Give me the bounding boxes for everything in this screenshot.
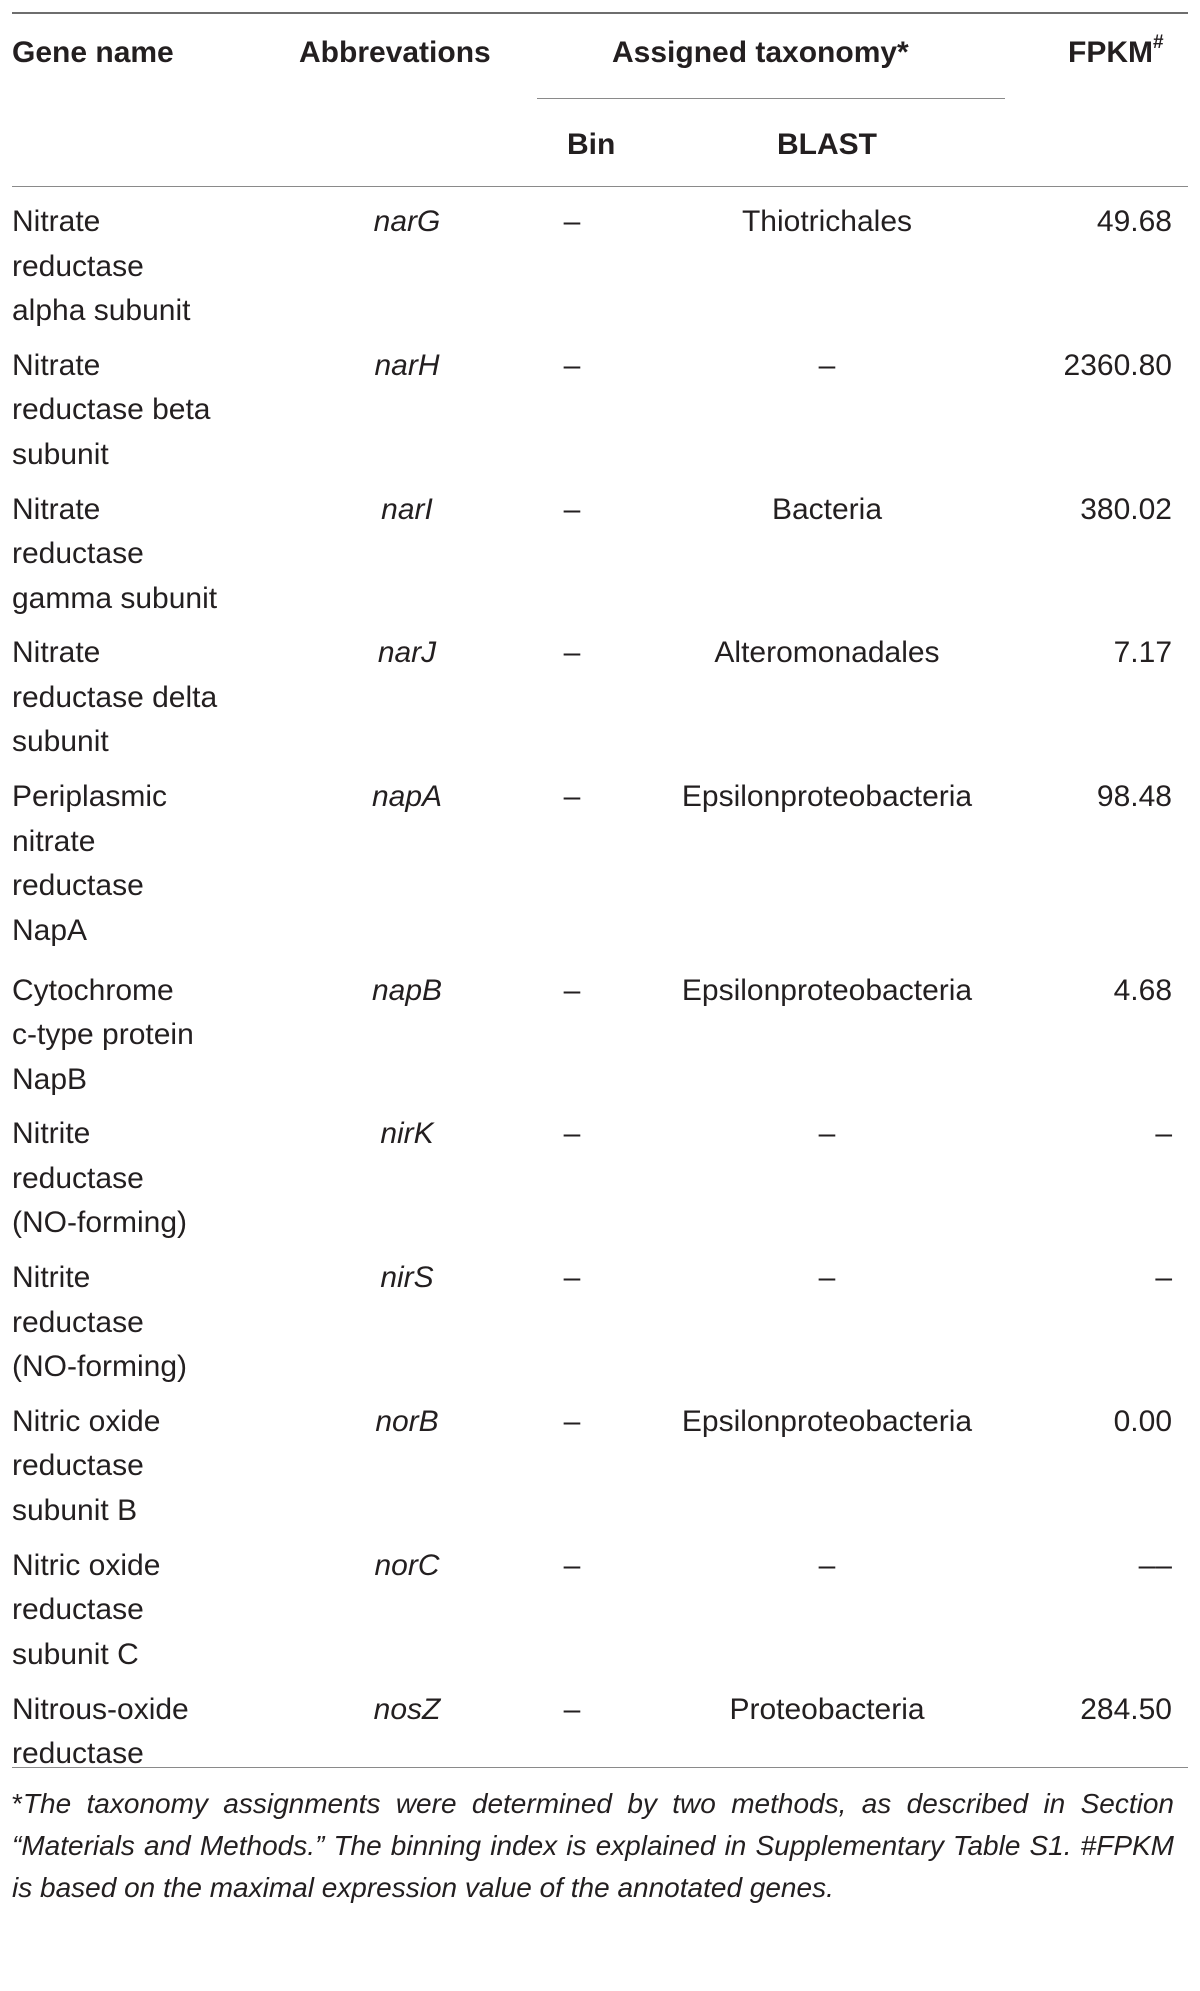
header-assigned-taxonomy: Assigned taxonomy*: [612, 36, 909, 69]
abbreviation-cell: narH: [374, 348, 440, 382]
header-rule: [12, 186, 1188, 187]
blast-cell: Bacteria: [771, 492, 883, 526]
blast-cell: Epsilonproteobacteria: [681, 1404, 973, 1438]
gene-name-cell: [12, 1544, 262, 1678]
gene-name-line: Nitrate: [12, 348, 101, 382]
blast-cell: –: [818, 1117, 836, 1151]
abbreviation-cell: narI: [381, 492, 433, 526]
footnote-star: *: [12, 1788, 23, 1819]
blast-cell: Proteobacteria: [729, 1692, 925, 1726]
abbreviation-cell: napB: [371, 973, 443, 1007]
gene-name-line: subunit C: [12, 1637, 139, 1671]
fpkm-cell: 98.48: [1096, 780, 1172, 814]
blast-cell: –: [818, 1261, 836, 1295]
gene-name-line: reductase: [12, 537, 144, 571]
gene-name-line: reductase: [12, 869, 144, 903]
gene-name-line: alpha subunit: [12, 294, 191, 327]
abbreviation-cell: nirS: [380, 1261, 434, 1295]
bin-cell: –: [563, 205, 581, 238]
header-gene-name: Gene name: [12, 36, 174, 69]
bin-cell: –: [563, 1404, 581, 1438]
gene-name-cell: [12, 1112, 262, 1246]
abbreviation-cell: nirK: [380, 1117, 434, 1151]
gene-name-line: reductase: [12, 1737, 144, 1770]
gene-name-line: reductase: [12, 249, 144, 283]
blast-cell: Epsilonproteobacteria: [681, 973, 973, 1007]
gene-name-line: Nitric oxide: [12, 1548, 161, 1582]
bottom-rule: [12, 1767, 1188, 1768]
fpkm-cell: 49.68: [1096, 205, 1172, 238]
gene-name-cell: [12, 775, 262, 953]
header-blast: BLAST: [777, 128, 877, 161]
gene-name-cell: [12, 631, 262, 765]
fpkm-cell: 7.17: [1113, 636, 1172, 670]
gene-name-line: Nitrite: [12, 1261, 91, 1295]
gene-name-line: (NO-forming): [12, 1350, 188, 1384]
gene-name-line: reductase: [12, 1593, 144, 1627]
gene-name-cell: [12, 1256, 262, 1390]
fpkm-cell: 4.68: [1113, 973, 1172, 1007]
fpkm-mark: #: [1153, 32, 1164, 53]
gene-name-line: Periplasmic: [12, 780, 168, 814]
gene-name-line: reductase: [12, 1449, 144, 1483]
abbreviation-cell: napA: [371, 780, 443, 814]
fpkm-cell: ––: [1138, 1548, 1172, 1582]
gene-name-cell: [12, 344, 262, 478]
gene-name-line: NapA: [12, 913, 88, 947]
gene-name-line: gamma subunit: [12, 581, 218, 615]
bin-cell: –: [563, 1548, 581, 1582]
gene-name-line: Cytochrome: [12, 973, 174, 1007]
gene-name-line: subunit: [12, 725, 109, 759]
gene-name-line: subunit: [12, 437, 109, 471]
gene-name-line: Nitric oxide: [12, 1404, 161, 1438]
fpkm-cell: 0.00: [1113, 1404, 1172, 1438]
top-rule: [12, 12, 1188, 14]
gene-name-cell: [12, 1688, 262, 1777]
bin-cell: –: [563, 348, 581, 382]
abbreviation-cell: norC: [374, 1548, 440, 1582]
gene-name-cell: [12, 969, 262, 1103]
gene-name-line: reductase beta: [12, 393, 211, 427]
gene-name-line: reductase: [12, 1305, 144, 1339]
fpkm-cell: –: [1155, 1117, 1172, 1151]
bin-cell: –: [563, 1692, 581, 1726]
gene-name-line: Nitrite: [12, 1117, 91, 1151]
blast-cell: –: [818, 348, 836, 382]
abbreviation-cell: norB: [375, 1404, 439, 1438]
bin-cell: –: [563, 492, 581, 526]
blast-cell: Epsilonproteobacteria: [681, 780, 973, 814]
footnote-text: The taxonomy assignments were determined by two methods, as described in Section “Materials and Methods.” The binning index is explained in Supplementary Table S1. #FPKM is based on the maximal expression value of the annotated genes.: [12, 1788, 1174, 1903]
gene-name-line: c-type protein: [12, 1018, 194, 1051]
table-footnote: [12, 1783, 1174, 1909]
gene-name-line: subunit B: [12, 1493, 138, 1527]
taxonomy-subrule: [537, 98, 1005, 99]
gene-name-cell: [12, 488, 262, 622]
bin-cell: –: [563, 780, 581, 814]
bin-cell: –: [563, 973, 581, 1007]
gene-name-line: reductase: [12, 1161, 144, 1195]
bin-cell: –: [563, 636, 581, 670]
fpkm-cell: 380.02: [1080, 492, 1172, 526]
gene-name-line: reductase delta: [12, 680, 218, 714]
fpkm-cell: –: [1155, 1261, 1172, 1295]
header-fpkm: FPKM#: [1068, 32, 1164, 69]
fpkm-cell: 2360.80: [1063, 348, 1172, 382]
bin-cell: –: [563, 1117, 581, 1151]
gene-name-cell: [12, 200, 262, 334]
gene-name-line: Nitrous-oxide: [12, 1692, 189, 1726]
blast-cell: Alteromonadales: [714, 636, 940, 670]
abbreviation-cell: narG: [373, 205, 441, 238]
blast-cell: Thiotrichales: [741, 205, 913, 238]
gene-name-line: NapB: [12, 1062, 88, 1096]
gene-name-cell: [12, 1400, 262, 1534]
gene-name-line: Nitrate: [12, 492, 101, 526]
fpkm-cell: 284.50: [1080, 1692, 1172, 1726]
bin-cell: –: [563, 1261, 581, 1295]
header-abbreviations: Abbrevations: [299, 36, 491, 69]
gene-name-line: (NO-forming): [12, 1206, 188, 1240]
gene-name-line: Nitrate: [12, 636, 101, 670]
gene-name-line: nitrate: [12, 824, 96, 858]
abbreviation-cell: nosZ: [373, 1692, 441, 1726]
blast-cell: –: [818, 1548, 836, 1582]
header-bin: Bin: [567, 128, 616, 161]
abbreviation-cell: narJ: [377, 636, 437, 670]
gene-name-line: Nitrate: [12, 205, 101, 238]
